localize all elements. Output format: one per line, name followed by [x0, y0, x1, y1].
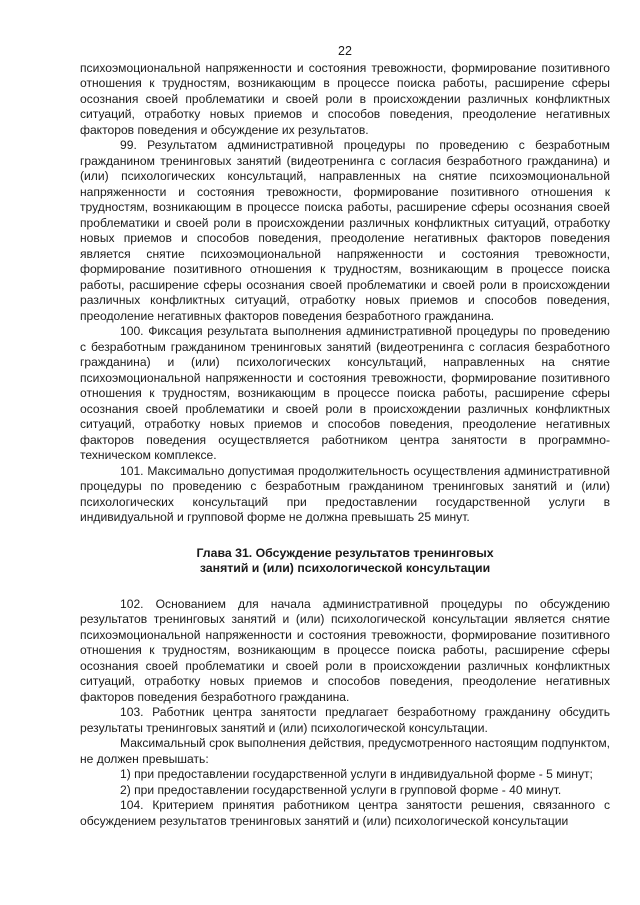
chapter-heading-line-1: Глава 31. Обсуждение результатов тренинговых [196, 545, 494, 560]
paragraph-continued: психоэмоциональной напряженности и состояния тревожности, формирование позитивного отношения к трудностям, возникающим в процессе поиска работы, расширение сферы осознания своей проблематики и своей роли в происхождении различных конфликтных ситуаций, отработку новых приемов и способов поведения, преодоление негативных факторов поведения и обсуждение их результатов. [80, 60, 610, 137]
chapter-heading-line-2: занятий и (или) психологической консультации [199, 561, 491, 575]
document-page [80, 44, 610, 829]
paragraph-104: 104. Критерием принятия работником центра занятости решения, связанного с обсуждением результатов тренинговых занятий и (или) психологической консультации [80, 798, 610, 828]
paragraph-max-term: Максимальный срок выполнения действия, предусмотренного настоящим подпунктом, не должен превышать: [80, 736, 610, 766]
paragraph-99: 99. Результатом административной процедуры по проведению с безработным гражданином тренинговых занятий (видеотренинга с согласия безработного гражданина) и (или) психологических консультаций, направленных на снятие психоэмоциональной напряженности и состояния тревожности, формирование позитивного отношения к трудностям, возникающим в процессе поиска работы, расширение сферы осознания своей проблематики и своей роли в происхождении различных конфликтных ситуаций, отработку новых приемов и способов поведения, преодоление негативных факторов поведения является снятие психоэмоциональной напряженности и состояния тревожности, формирование позитивного отношения к трудностям, возникающим в процессе поиска работы, расширение сферы осознания своей проблематики и своей роли в происхождении различных конфликтных ситуаций, отработку новых приемов и способов поведения, преодоление негативных факторов поведения безработного гражданина. [80, 138, 610, 323]
paragraph-103: 103. Работник центра занятости предлагает безработному гражданину обсудить результаты тренинговых занятий и (или) психологической консультации. [80, 705, 610, 735]
paragraph-100: 100. Фиксация результата выполнения административной процедуры по проведению с безработным гражданином тренинговых занятий (видеотренинга с согласия безработного гражданина) и (или) психологических консультаций, направленных на снятие психоэмоциональной напряженности и состояния тревожности, формирование позитивного отношения к трудностям, возникающим в процессе поиска работы, расширение сферы осознания своей проблематики и своей роли в происхождении различных конфликтных ситуаций, отработку новых приемов и способов поведения, преодоление негативных факторов поведения осуществляется работником центра занятости в программно-техническом комплексе. [80, 324, 610, 462]
paragraph-102: 102. Основанием для начала административной процедуры по обсуждению результатов тренинговых занятий и (или) психологической консультации является снятие психоэмоциональной напряженности и состояния тревожности, формирование позитивного отношения к трудностям, возникающим в процессе поиска работы, расширение сферы осознания своей проблематики и своей роли в происхождении различных конфликтных ситуаций, отработку новых приемов и способов поведения, преодоление негативных факторов поведения безработного гражданина. [80, 596, 610, 704]
list-item-individual: 1) при предоставлении государственной услуги в индивидуальной форме - 5 минут; [120, 767, 593, 781]
page-number: 22 [338, 44, 352, 58]
list-item-group: 2) при предоставлении государственной услуги в групповой форме - 40 минут. [120, 782, 562, 797]
chapter-heading [80, 546, 610, 577]
paragraph-101: 101. Максимально допустимая продолжительность осуществления административной процедуры по проведению с безработным гражданином тренинговых занятий и (или) психологических консультаций при предоставлении государственной услуги в индивидуальной и групповой форме не должна превышать 25 минут. [80, 463, 610, 524]
